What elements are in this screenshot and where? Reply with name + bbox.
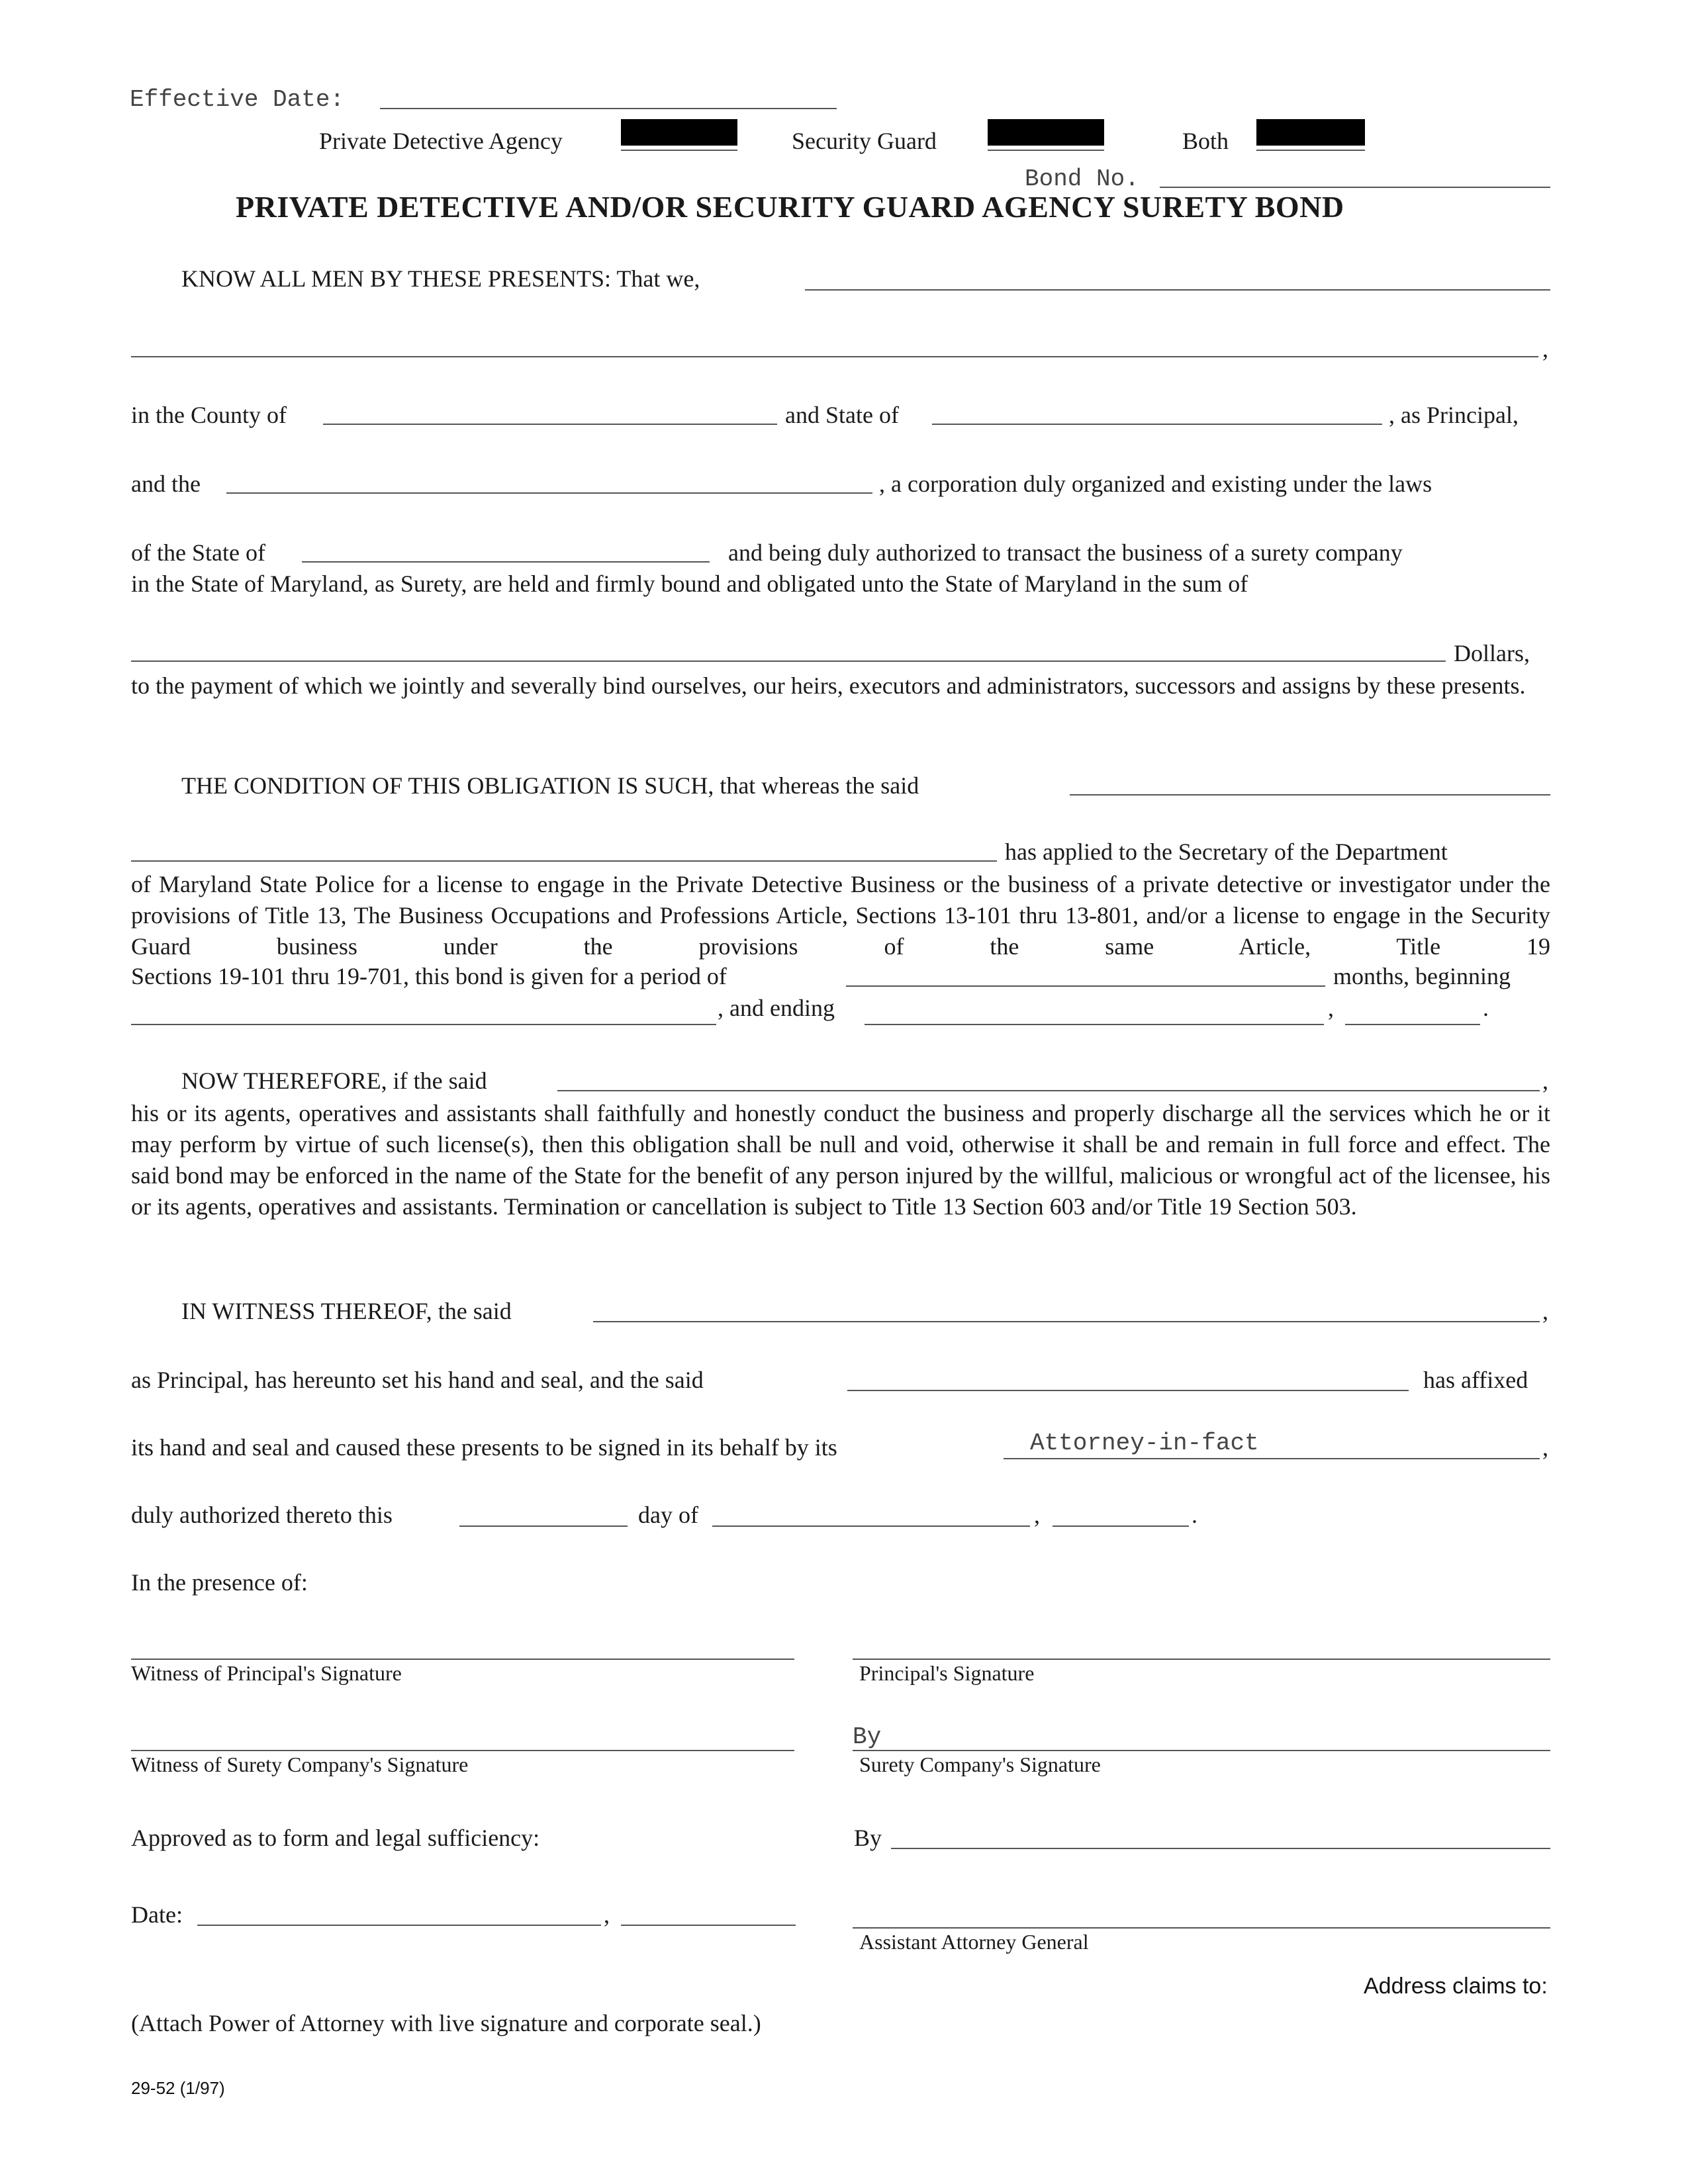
comma-2: , [1328, 995, 1334, 1021]
dollars-label: Dollars, [1454, 640, 1530, 666]
date-year-field[interactable] [621, 1925, 796, 1926]
surety-state-field[interactable] [302, 561, 710, 563]
license-text: of Maryland State Police for a license to engage in the Private Detective Business or the business of a private detective or investigator under the provisions of Title 13, The Business Occupations and Professions Article, Sections 13-101 thru 13-801, and/or a license to engage in the Security Guard business under the provisions of the same Article, Title 19 [131, 871, 1550, 960]
authorized-text: and being duly authorized to transact the business of a surety company [728, 539, 1403, 566]
state-label: and State of [785, 402, 899, 428]
state-field[interactable] [932, 424, 1382, 425]
page-title: PRIVATE DETECTIVE AND/OR SECURITY GUARD AGENCY SURETY BOND [236, 190, 1344, 224]
has-applied-text: has applied to the Secretary of the Department [1005, 839, 1448, 865]
security-guard-underline [988, 150, 1104, 151]
has-affixed-text: has affixed [1423, 1367, 1528, 1393]
witness-surety-signature-line[interactable] [131, 1750, 794, 1751]
principal-signature-label: Principal's Signature [859, 1661, 1035, 1685]
security-guard-label: Security Guard [792, 128, 937, 154]
as-principal-text: , as Principal, [1389, 402, 1519, 428]
address-claims-label: Address claims to: [1364, 1974, 1548, 1999]
surety-signature-label: Surety Company's Signature [859, 1752, 1101, 1776]
approved-text: Approved as to form and legal sufficiency: [131, 1825, 540, 1851]
comma-7: , [604, 1901, 610, 1928]
period-1: . [1483, 995, 1489, 1021]
comma-4: , [1542, 1298, 1548, 1324]
county-label: in the County of [131, 402, 287, 428]
security-guard-checkbox[interactable] [988, 119, 1104, 146]
principal-name-field[interactable] [805, 289, 1550, 291]
principal-signature-line[interactable] [853, 1659, 1550, 1660]
bond-no-field[interactable] [1160, 187, 1550, 188]
principal-name-continued-field[interactable] [131, 356, 1538, 357]
date-label: Date: [131, 1901, 183, 1928]
period-field[interactable] [846, 985, 1325, 987]
duly-authorized-text: duly authorized thereto this [131, 1502, 393, 1528]
effective-date-field[interactable] [380, 108, 837, 109]
ending-year-field[interactable] [1345, 1024, 1480, 1025]
county-field[interactable] [323, 424, 777, 425]
beginning-date-field[interactable] [131, 1024, 716, 1025]
private-detective-agency-underline [621, 150, 737, 151]
agents-text: his or its agents, operatives and assistants shall faithfully and honestly conduct the business and properly discharge all the services which he or it may perform by virtue of such license(s), then this obligation shall be null and void, otherwise it shall be and remain in full force and effect. The said bond may be enforced in the name of the State for the benefit of any person injured by the willful, malicious or wrongful act of the licensee, his or its agents, operatives and assistants. Termination or cancellation is subject to Title 13 Section 603 and/or Title 19 Section 503. [131, 1100, 1550, 1220]
private-detective-agency-checkbox[interactable] [621, 119, 737, 146]
comma-3: , [1542, 1068, 1548, 1094]
condition-name-field[interactable] [1070, 794, 1550, 796]
sections-text: Sections 19-101 thru 19-701, this bond is given for a period of [131, 963, 727, 989]
applicant-name-field[interactable] [131, 860, 997, 862]
comma-1: , [1542, 336, 1548, 362]
and-the-label: and the [131, 471, 201, 497]
held-bound-text: in the State of Maryland, as Surety, are held and firmly bound and obligated unto the State of Maryland in the sum of [131, 570, 1248, 597]
as-principal-hand-text: as Principal, has hereunto set his hand and seal, and the said [131, 1367, 704, 1393]
by-mono-label: By [853, 1723, 882, 1751]
comma-5: , [1542, 1434, 1548, 1461]
attorney-in-fact-value: Attorney-in-fact [1030, 1430, 1259, 1457]
both-underline [1256, 150, 1365, 151]
surety-affixed-field[interactable] [847, 1390, 1409, 1391]
both-checkbox[interactable] [1256, 119, 1365, 146]
now-therefore-label: NOW THEREFORE, if the said [181, 1068, 487, 1094]
payment-text: to the payment of which we jointly and severally bind ourselves, our heirs, executors and administrators, successors and assigns by these presents. [131, 672, 1526, 699]
day-of-text: day of [638, 1502, 698, 1528]
and-ending-text: , and ending [718, 995, 835, 1021]
months-beginning-text: months, beginning [1333, 963, 1511, 989]
witness-principal-signature-line[interactable] [131, 1659, 794, 1660]
corporation-text: , a corporation duly organized and existing under the laws [879, 471, 1432, 497]
form-number: 29-52 (1/97) [131, 2078, 225, 2098]
witness-principal-label: Witness of Principal's Signature [131, 1661, 402, 1685]
now-therefore-name-field[interactable] [557, 1090, 1540, 1091]
witness-surety-label: Witness of Surety Company's Signature [131, 1752, 469, 1776]
effective-date-label: Effective Date: [130, 86, 345, 113]
year-field[interactable] [1053, 1525, 1189, 1527]
hand-seal-text: its hand and seal and caused these presents to be signed in its behalf by its [131, 1434, 837, 1461]
attach-note: (Attach Power of Attorney with live signature and corporate seal.) [131, 2010, 761, 2036]
surety-name-field[interactable] [226, 492, 872, 494]
of-the-state-label: of the State of [131, 539, 265, 566]
signer-title-field[interactable] [1004, 1458, 1540, 1459]
comma-6: , [1034, 1502, 1040, 1528]
sum-field[interactable] [131, 660, 1446, 662]
know-all-men-text: KNOW ALL MEN BY THESE PRESENTS: That we, [181, 265, 700, 292]
in-witness-name-field[interactable] [593, 1321, 1540, 1322]
private-detective-agency-label: Private Detective Agency [319, 128, 563, 154]
condition-label: THE CONDITION OF THIS OBLIGATION IS SUCH, that whereas the said [181, 772, 919, 799]
both-label: Both [1182, 128, 1229, 154]
in-witness-label: IN WITNESS THEREOF, the said [181, 1298, 512, 1324]
period-2: . [1192, 1502, 1197, 1528]
by-signature-field[interactable] [891, 1848, 1550, 1849]
assistant-ag-label: Assistant Attorney General [859, 1930, 1089, 1954]
by-label: By [854, 1825, 882, 1851]
month-field[interactable] [712, 1525, 1030, 1527]
assistant-ag-signature-line[interactable] [853, 1927, 1550, 1929]
in-presence-text: In the presence of: [131, 1569, 308, 1596]
surety-signature-line[interactable] [853, 1750, 1550, 1751]
day-field[interactable] [459, 1525, 628, 1527]
date-field[interactable] [197, 1925, 601, 1926]
ending-date-field[interactable] [865, 1024, 1324, 1025]
bond-no-label: Bond No. [1025, 165, 1139, 193]
